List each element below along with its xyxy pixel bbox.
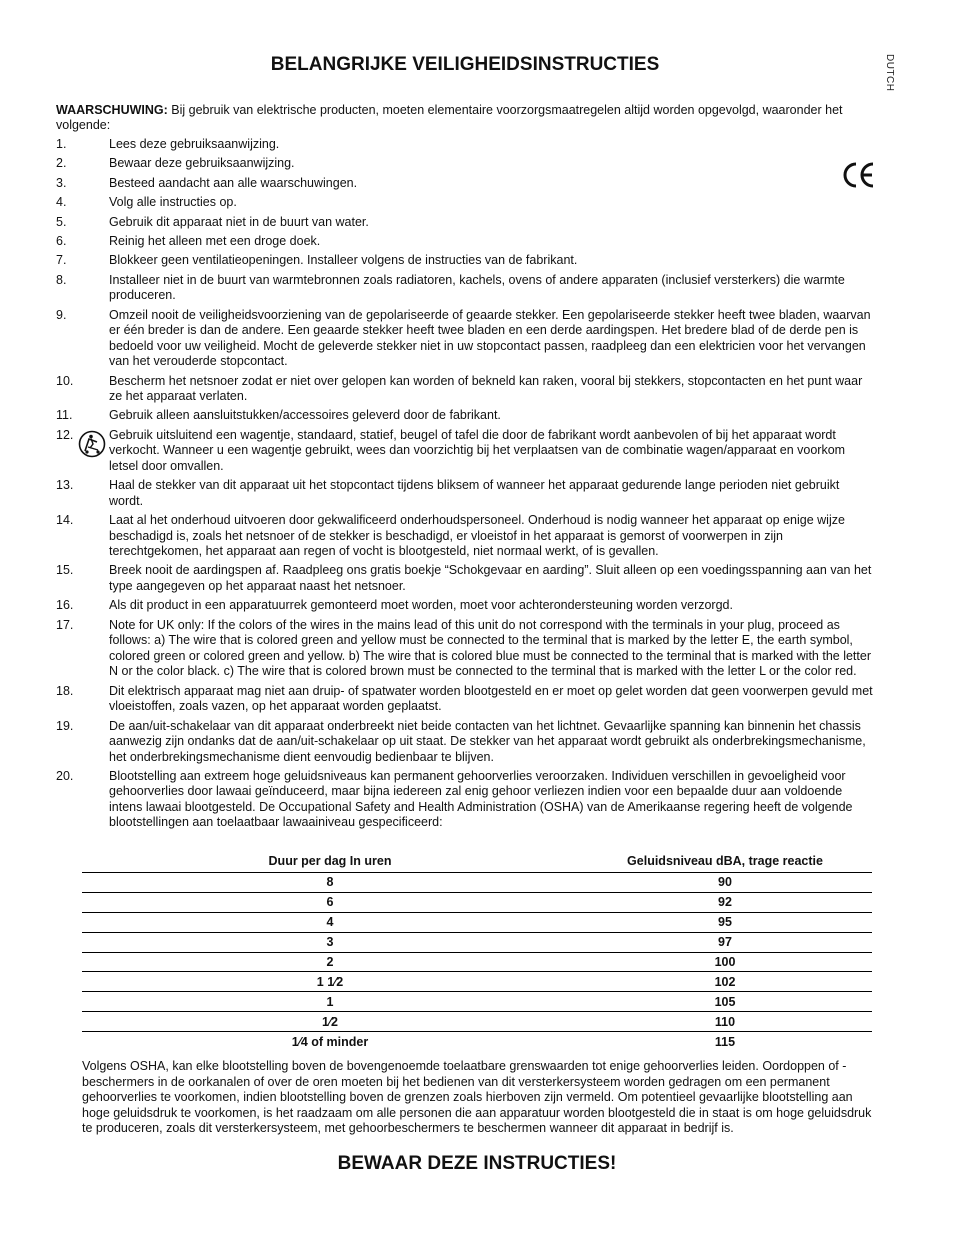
item-text: Omzeil nooit de veiligheidsvoorziening van de gepolariseerde of geaarde stekker. Een gepolariseerde stekker heeft twee bladen, waarvan er één breder is dan de andere. Een geaarde stekker heeft twee bladen en een derde aardingspen. Het bredere blad of de derde pen is bedoeld voor uw veiligheid. Mocht de geleverde stekker niet in uw stopcontact passen, raadpleeg dan een elektricien voor het vervangen van het verouderde stopcontact. [109,307,871,369]
item-number: 7. [56,253,67,268]
list-item [56,176,876,192]
item-text: Gebruik dit apparaat niet in de buurt van water. [109,214,369,229]
list-item [56,684,876,715]
item-number: 14. [56,513,74,528]
warning-label: WAARSCHUWING: [56,103,168,117]
item-number: 16. [56,598,74,613]
list-item [56,308,876,370]
table-cell-duration: 3 [82,932,578,952]
item-text: Lees deze gebruiksaanwijzing. [109,137,280,151]
item-text: Reinig het alleen met een droge doek. [109,233,321,248]
item-text: Gebruik uitsluitend een wagentje, standaard, statief, beugel of tafel die door de fabrikant wordt aanbevolen of bij het apparaat wordt verkocht. Wanneer u een wagentje gebruikt, wees dan voorzichtig bij het verplaatsen van de combinatie wagen/apparaat en voorkom letsel door omvallen. [109,427,846,473]
item-number: 3. [56,175,67,190]
table-row [82,972,872,992]
item-number: 9. [56,307,67,322]
table-cell-level: 100 [578,952,872,972]
table-cell-duration: 6 [82,892,578,912]
item-text: Blokkeer geen ventilatieopeningen. Installeer volgens de instructies van de fabrikant. [109,253,578,268]
item-text: Bescherm het netsnoer zodat er niet over gelopen kan worden of bekneld kan raken, vooral bij stekkers, stopcontacten en het punt waar ze het apparaat verlaten. [109,373,863,404]
item-text: Besteed aandacht aan alle waarschuwingen. [109,175,358,190]
language-label: DUTCH [884,54,895,92]
page-title: BELANGRIJKE VEILIGHEIDSINSTRUCTIES [270,54,660,75]
item-text: Als dit product in een apparatuurrek gemonteerd moet worden, moet voor achterondersteuning worden verzorgd. [109,598,733,613]
item-number: 13. [56,478,74,493]
item-number: 5. [56,214,67,229]
table-cell-duration: 2 [82,952,578,972]
item-text: Blootstelling aan extreem hoge geluidsniveaus kan permanent gehoorverlies veroorzaken. Individuen verschillen in gevoeligheid voor gehoorverlies door lawaai geïnduceerd, maar bijna iedereen zal enig gehoor verliezen indien voor een bepaalde duur aan voldoende intens lawaai blootgesteld. De Occupational Safety and Health Administration (OSHA) van de Amerikaanse regering heeft de volgende blootstellingen aan toelaatbaar lawaainiveau gespecificeerd: [109,768,853,830]
table-row [82,932,872,952]
table-header-level: Geluidsniveau dBA, trage reactie [627,854,823,868]
warning-intro [56,103,871,134]
list-item [56,156,876,172]
item-text: Dit elektrisch apparaat mag niet aan druip- of spatwater worden blootgesteld en er moet op gelet worden dat geen voorwerpen gevuld met vloeistoffen, zoals vazen, op het apparaat worden geplaatst. [109,683,873,714]
item-number: 12. [56,427,74,442]
item-number: 2. [56,156,67,171]
list-item [56,478,876,509]
instruction-list [56,137,876,835]
cart-tip-over-warning-icon [78,430,106,458]
list-item [56,137,876,153]
item-number: 4. [56,195,67,210]
table-header-row [82,852,872,873]
table-cell-level: 102 [578,972,872,992]
table-row [82,892,872,912]
item-number: 20. [56,768,74,783]
list-item [56,513,876,560]
item-number: 6. [56,233,67,248]
item-text: Note for UK only: If the colors of the wires in the mains lead of this unit do not correspond with the terminals in your plug, proceed as follows: a) The wire that is colored green and yellow must be connected to the terminal that is marked by the letter E, the earth symbol, colored green or colored green and yellow. b) The wire that is colored blue must be connected to the terminal that is marked with the letter N or the color black. c) The wire that is colored brown must be connected to the terminal that is marked with the letter L or the color red. [109,617,871,679]
table-header-duration: Duur per dag In uren [268,854,392,868]
list-item [56,253,876,269]
table-cell-duration: 8 [82,873,578,893]
table-cell-level: 92 [578,892,872,912]
item-number: 18. [56,683,74,698]
item-number: 17. [56,617,74,632]
item-text: Breek nooit de aardingspen af. Raadpleeg ons gratis boekje “Schokgevaar en aarding”. Sluit alleen op een voedingsspanning aan van het type aangegeven op het apparaat naast het netsnoer. [109,563,872,593]
table-cell-level: 90 [578,873,872,893]
list-item [56,618,876,680]
item-number: 11. [56,408,73,423]
item-text: Laat al het onderhoud uitvoeren door gekwalificeerd onderhoudspersoneel. Onderhoud is nodig wanneer het apparaat op enige wijze beschadigd is, zoals het netsnoer of de stekker is beschadigd, er vloeistof in het apparaat is gemorst of voorwerpen in zijn terechtgekomen, het apparaat aan regen of vocht is blootgesteld, niet normaal werkt, of is gevallen. [109,513,845,559]
table-row [82,1012,872,1032]
list-item [56,769,876,831]
table-row [82,952,872,972]
item-number: 19. [56,718,74,733]
table-row [82,992,872,1012]
item-number: 1. [56,137,67,151]
item-text: Haal de stekker van dit apparaat uit het stopcontact tijdens bliksem of wanneer het apparaat gedurende lange perioden niet gebruikt wordt. [109,478,840,508]
osha-note: Volgens OSHA, kan elke blootstelling boven de bovengenoemde toelaatbare grenswaarden tot enige gehoorverlies leiden. Oordoppen of -beschermers in de oorkanalen of over de oren moeten bij het bedienen van dit versterkersysteem worden gedragen om een permanent gehoorverlies te voorkomen, indien blootstelling boven de grenzen zoals hierboven zijn vermeld. Om potentieel gevaarlijke blootstelling aan hoge geluidsdruk te voorkomen, is het raadzaam om alle personen die aan apparatuur worden blootgesteld die in staat is om hoge geluidsdruk te produceren, zoals dit versterkersysteem, met gehoorbeschermers te beschermen wanneer dit apparaat in bedrijf is. [82,1059,872,1135]
footer-title: BEWAAR DEZE INSTRUCTIES! [337,1153,617,1174]
list-item [56,374,876,405]
list-item [56,215,876,231]
list-item [56,719,876,766]
item-text: Volg alle instructies op. [109,195,237,210]
item-number: 15. [56,563,74,578]
table-row [82,912,872,932]
table-cell-level: 115 [714,1034,736,1049]
table-cell-level: 110 [578,1012,872,1032]
table-cell-level: 97 [578,932,872,952]
table-cell-level: 95 [578,912,872,932]
table-cell-level: 105 [578,992,872,1012]
item-number: 8. [56,272,67,287]
list-item [56,428,876,475]
list-item [56,563,876,594]
table-cell-duration: 1 1⁄2 [82,972,578,992]
table-cell-duration: 1 [82,992,578,1012]
item-text: Installeer niet in de buurt van warmtebronnen zoals radiatoren, kachels, ovens of andere apparaten (inclusief versterkers) die warmte produceren. [109,272,845,303]
list-item [56,598,876,614]
list-item [56,408,876,424]
table-row [82,873,872,893]
noise-exposure-table [82,852,872,1051]
item-text: Bewaar deze gebruiksaanwijzing. [109,156,295,171]
table-cell-duration: 1⁄2 [82,1012,578,1032]
table-row [82,1032,872,1051]
list-item [56,234,876,250]
table-cell-duration: 4 [82,912,578,932]
item-text: Gebruik alleen aansluitstukken/accessoires geleverd door de fabrikant. [109,408,501,423]
warning-text: Bij gebruik van elektrische producten, moeten elementaire voorzorgsmaatregelen altijd worden opgevolgd, waaronder het volgende: [56,103,843,133]
item-text: De aan/uit-schakelaar van dit apparaat onderbreekt niet beide contacten van het lichtnet. Gevaarlijke spanning kan binnenin het chassis aanwezig zijn ondanks dat de aan/uit-schakelaar op uit staat. De stekker van het apparaat wordt gebruikt als onderbrekingsmechanisme, het onderbrekingsmechanisme dient eenvoudig bedienbaar te blijven. [109,718,866,764]
item-number: 10. [56,373,74,388]
list-item [56,273,876,304]
table-cell-duration: 1⁄4 of minder [291,1034,369,1049]
list-item [56,195,876,211]
